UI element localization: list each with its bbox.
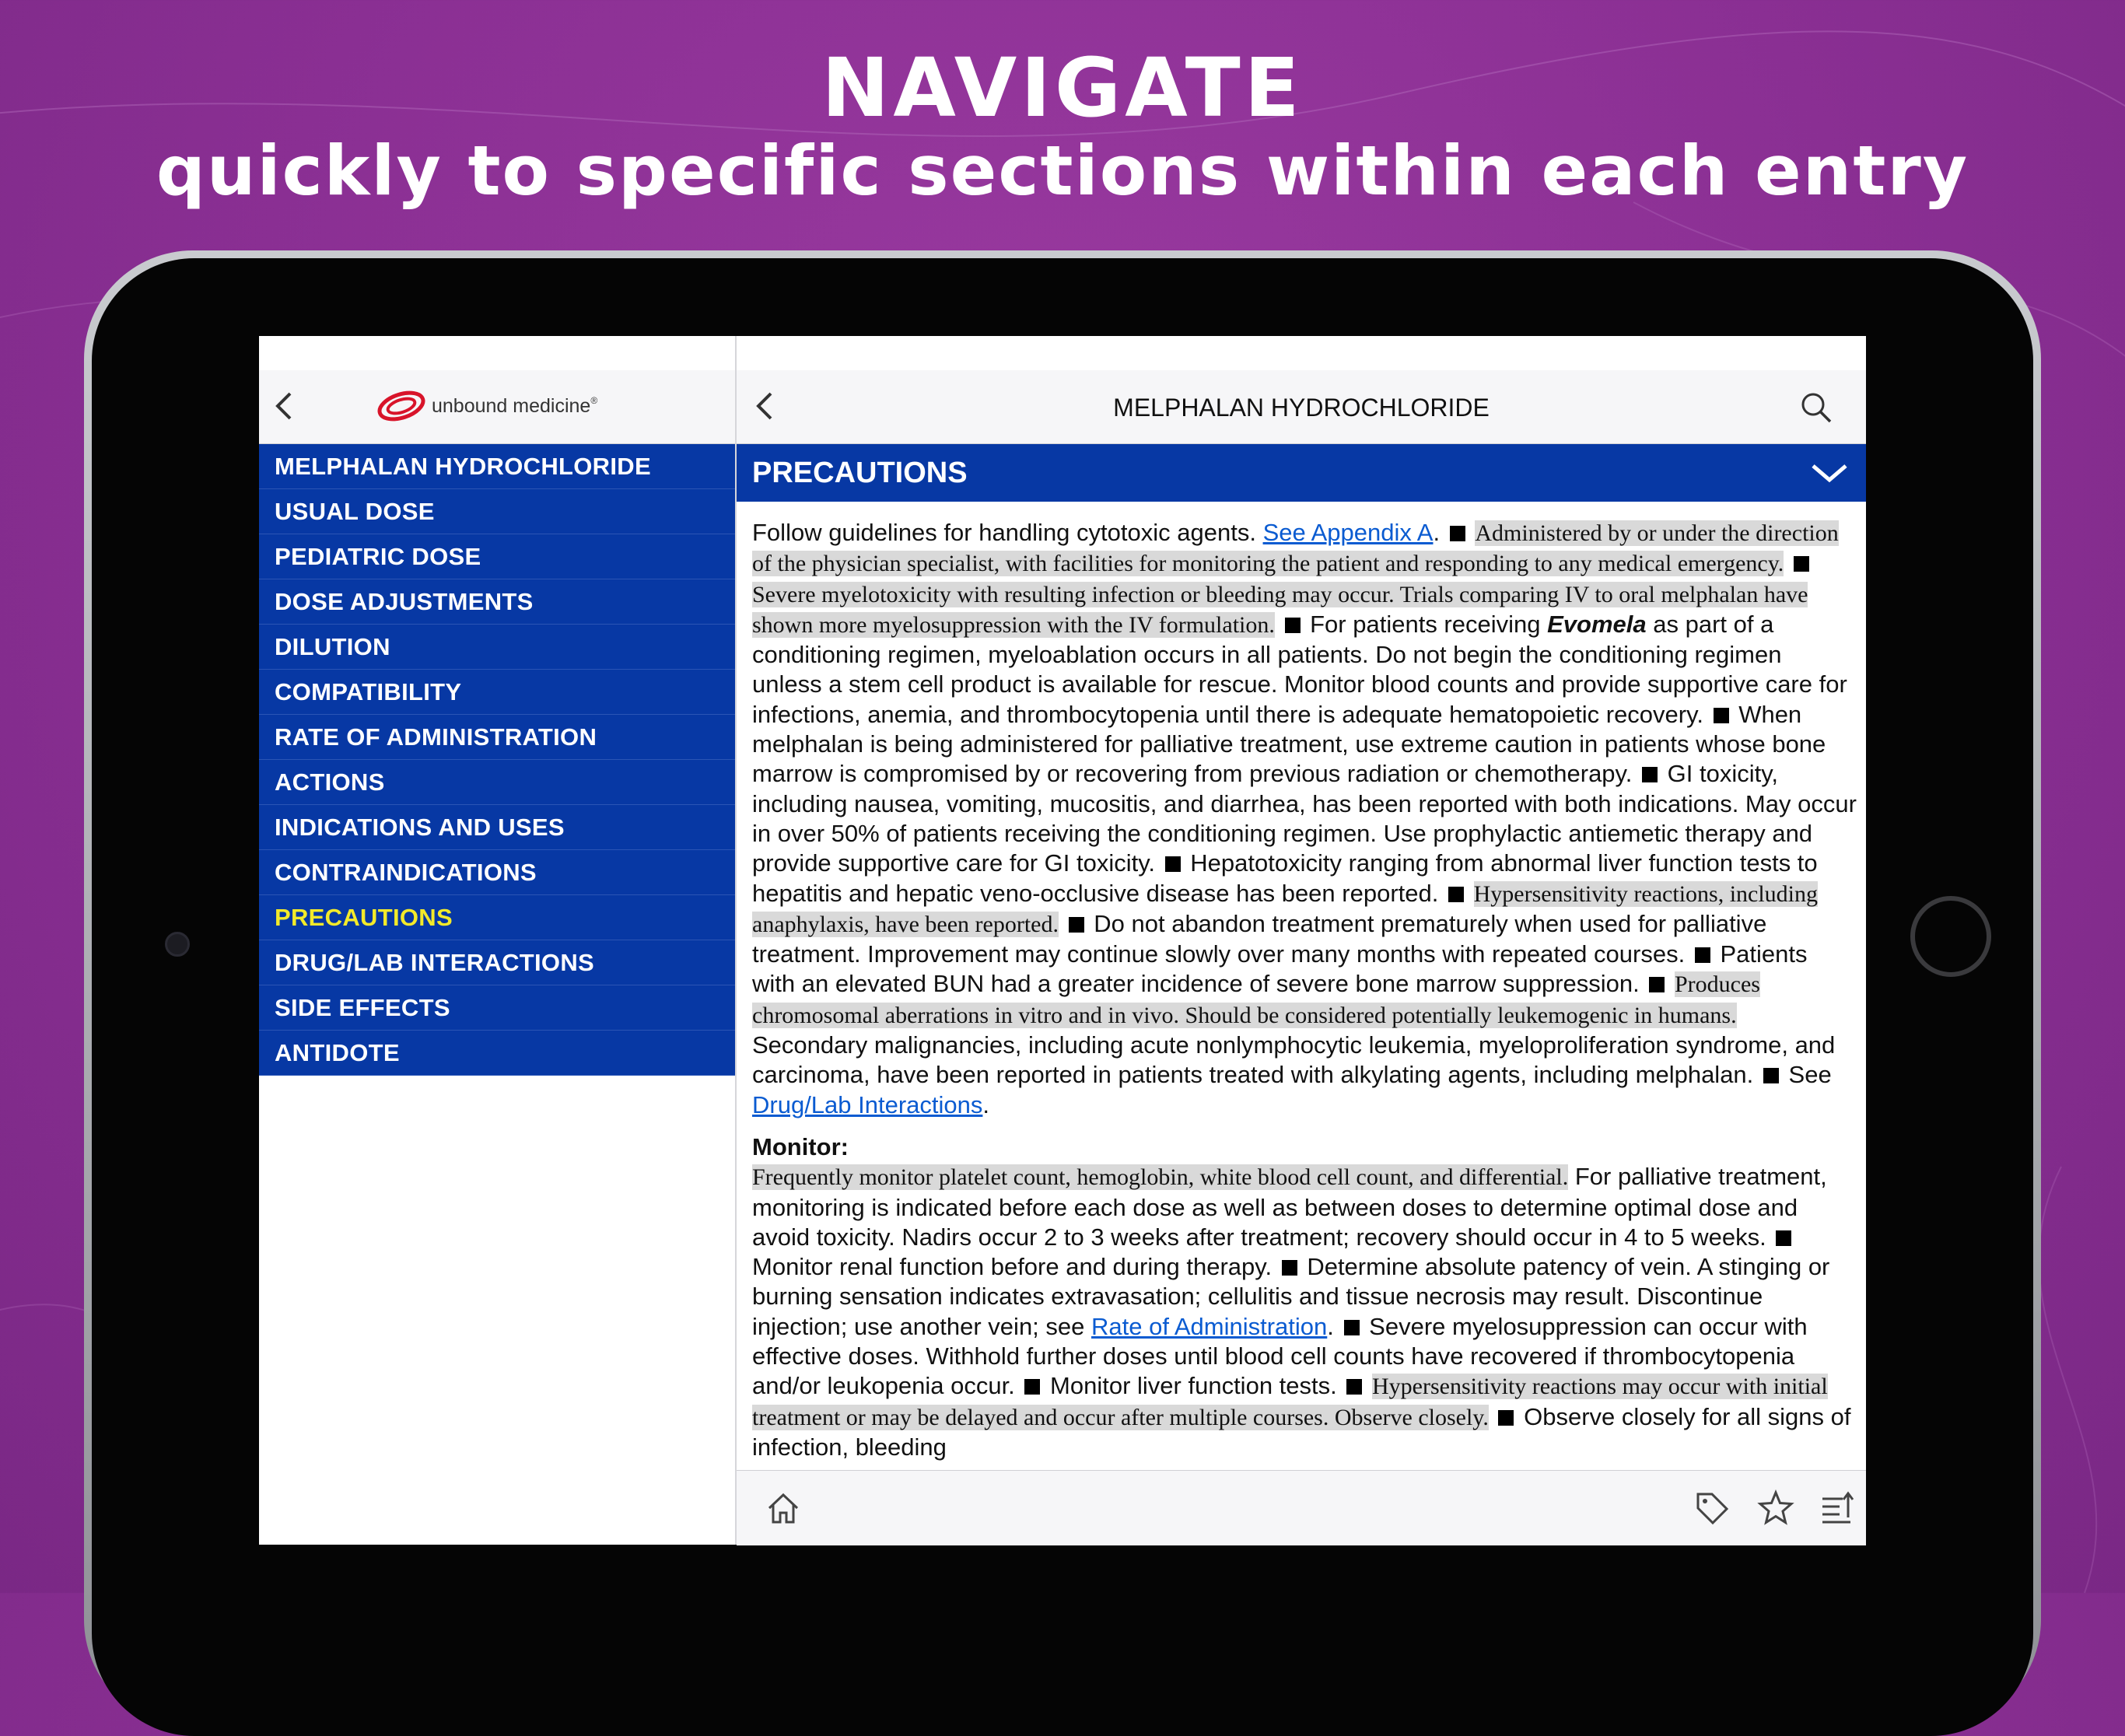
monitor-paragraph [752, 1162, 1857, 1462]
toc-item-actions[interactable]: ACTIONS [259, 760, 735, 805]
highlighted-text: Hypersensitivity reactions, including anaphylaxis, have been reported. [752, 880, 1819, 937]
bullet-square-icon [1344, 1320, 1360, 1335]
section-title: PRECAUTIONS [752, 457, 968, 489]
bullet-square-icon [1649, 977, 1665, 992]
text-segment: as part of a conditioning regimen, myeloablation occurs in all patients. Do not begin the conditioning regimen unless a stem cell product is available for rescue. Monitor blood counts and provide supportive care for infections, anemia, and thrombocytopenia until there is adequate hematopoietic recovery. [752, 610, 1847, 728]
bullet-square-icon [1776, 1230, 1791, 1246]
chevron-left-icon [273, 390, 295, 422]
text-segment: . [1327, 1312, 1334, 1340]
bullet-square-icon [1282, 1260, 1297, 1276]
logo-mark-icon [376, 389, 427, 423]
home-icon[interactable] [765, 1489, 802, 1527]
toc-list [259, 444, 735, 1076]
toc-item-pediatric-dose[interactable]: PEDIATRIC DOSE [259, 534, 735, 579]
see-appendix-link[interactable]: See Appendix A [1262, 519, 1434, 546]
bottom-toolbar [737, 1470, 1866, 1545]
left-nav-bar [259, 370, 735, 444]
camera-icon [165, 932, 190, 957]
text-segment: Do not abandon treatment prematurely when used for palliative treatment. Improvement may continue slowly over many months with repeated courses. [752, 909, 1767, 968]
toc-item-indications-and-uses[interactable]: INDICATIONS AND USES [259, 805, 735, 850]
toc-item-contraindications[interactable]: CONTRAINDICATIONS [259, 850, 735, 895]
text-segment: Follow guidelines for handling cytotoxic agents. [752, 519, 1256, 546]
toc-item-drug-lab-interactions[interactable]: DRUG/LAB INTERACTIONS [259, 940, 735, 985]
section-content [752, 518, 1857, 1461]
text-segment: Observe closely for all signs of infection, bleeding [752, 1402, 1851, 1461]
text-segment: Determine absolute patency of vein. A stinging or burning sensation indicates extravasation; cellulitis and tissue necrosis may result. Discontinue injection; use another vein; see [752, 1253, 1830, 1340]
toc-pane [259, 336, 737, 1545]
section-header[interactable] [737, 444, 1866, 502]
bullet-square-icon [1695, 947, 1710, 963]
search-icon[interactable] [1799, 390, 1833, 425]
toc-item-side-effects[interactable]: SIDE EFFECTS [259, 985, 735, 1031]
text-segment: Severe myelosuppression can occur with effective doses. Withhold further doses until blood cell counts have recovered if thrombocytopenia and/or leukopenia occur. [752, 1312, 1808, 1400]
precautions-paragraph [752, 518, 1857, 1120]
toc-item-usual-dose[interactable]: USUAL DOSE [259, 489, 735, 534]
text-segment: . [982, 1090, 990, 1118]
text-segment: Patients with an elevated BUN had a greater incidence of severe bone marrow suppression. [752, 940, 1808, 998]
toc-item-compatibility[interactable]: COMPATIBILITY [259, 670, 735, 715]
text-segment: See [1788, 1061, 1832, 1089]
toc-item-dilution[interactable]: DILUTION [259, 625, 735, 670]
monitor-heading: Monitor: [752, 1132, 849, 1160]
bullet-square-icon [1498, 1410, 1514, 1426]
bullet-square-icon [1763, 1068, 1779, 1083]
bullet-square-icon [1024, 1379, 1040, 1395]
text-segment: Secondary malignancies, including acute nonlymphocytic leukemia, myeloproliferation syndrome, and carcinoma, have been reported in patients treated with alkylating agents, including melphalan. [752, 1031, 1836, 1089]
text-segment: For patients receiving [1310, 610, 1541, 638]
toc-item-rate-of-administration[interactable]: RATE OF ADMINISTRATION [259, 715, 735, 760]
content-pane [737, 336, 1866, 1545]
bullet-square-icon [1450, 526, 1465, 541]
text-segment: Monitor liver function tests. [1050, 1372, 1337, 1400]
sort-icon[interactable] [1819, 1489, 1857, 1527]
text-segment: Monitor renal function before and during therapy. [752, 1253, 1273, 1281]
app-screen [259, 336, 1866, 1545]
star-icon[interactable] [1757, 1489, 1794, 1527]
highlighted-text: Frequently monitor platelet count, hemoglobin, white blood cell count, and differential. [752, 1164, 1569, 1191]
text-segment: When melphalan is being administered for palliative treatment, use extreme caution in patients whose bone marrow is compromised by or recovering from previous radiation or chemotherapy. [752, 700, 1826, 788]
toc-item-antidote[interactable]: ANTIDOTE [259, 1031, 735, 1076]
tag-icon[interactable] [1693, 1489, 1731, 1527]
text-segment: GI toxicity, including nausea, vomiting, mucositis, and diarrhea, has been reported with both indications. May occur in over 50% of patients receiving the conditioning regimen. Use prophylactic antiemetic therapy and provide supportive care for GI toxicity. [752, 760, 1857, 877]
promo-headline: NAVIGATE [821, 40, 1304, 135]
text-segment: Hepatotoxicity ranging from abnormal liver function tests to hepatitis and hepatic veno-occlusive disease has been reported. [752, 849, 1818, 907]
unbound-medicine-logo [376, 389, 597, 423]
rate-of-administration-link[interactable]: Rate of Administration [1091, 1312, 1328, 1340]
promo-subheadline: quickly to specific sections within each entry [156, 131, 1969, 211]
toc-item-dose-adjustments[interactable]: DOSE ADJUSTMENTS [259, 579, 735, 625]
entry-title: MELPHALAN HYDROCHLORIDE [1113, 394, 1490, 422]
bullet-square-icon [1794, 556, 1809, 572]
bullet-square-icon [1714, 708, 1729, 723]
chevron-down-icon[interactable] [1810, 461, 1849, 485]
bullet-square-icon [1448, 887, 1464, 902]
toc-item-precautions[interactable]: PRECAUTIONS [259, 895, 735, 940]
text-segment: For palliative treatment, monitoring is indicated before each dose as well as between doses to determine optimal dose and avoid toxicity. Nadirs occur 2 to 3 weeks after treatment; recovery should occur in 4 to 5 weeks. [752, 1163, 1827, 1251]
drug-lab-interactions-link[interactable]: Drug/Lab Interactions [752, 1090, 983, 1118]
logo-text: unbound medicine® [432, 394, 598, 417]
highlighted-text: Severe myelotoxicity with resulting infection or bleeding may occur. Trials comparing IV to oral melphalan have shown more myelosuppression with the IV formulation. [752, 581, 1808, 638]
highlighted-text: Administered by or under the direction of the physician specialist, with facilities for monitoring the patient and responding to any medical emergency. [752, 520, 1839, 577]
bullet-square-icon [1642, 767, 1658, 782]
bullet-square-icon [1165, 856, 1181, 872]
highlighted-text: Produces chromosomal aberrations in vitro and in vivo. Should be considered potentially leukemogenic in humans. [752, 971, 1760, 1028]
bullet-square-icon [1346, 1379, 1362, 1395]
drug-brand-name: Evomela [1547, 610, 1647, 638]
back-button[interactable] [273, 390, 304, 422]
text-segment: . [1433, 519, 1441, 546]
bullet-square-icon [1285, 618, 1301, 633]
home-button[interactable] [1910, 896, 1991, 977]
bullet-square-icon [1069, 917, 1084, 933]
right-nav-bar [737, 370, 1866, 444]
highlighted-text: Hypersensitivity reactions may occur with initial treatment or may be delayed and occur after multiple courses. Observe closely. [752, 1374, 1828, 1430]
toc-item-melphalan-hydrochloride[interactable]: MELPHALAN HYDROCHLORIDE [259, 444, 735, 489]
